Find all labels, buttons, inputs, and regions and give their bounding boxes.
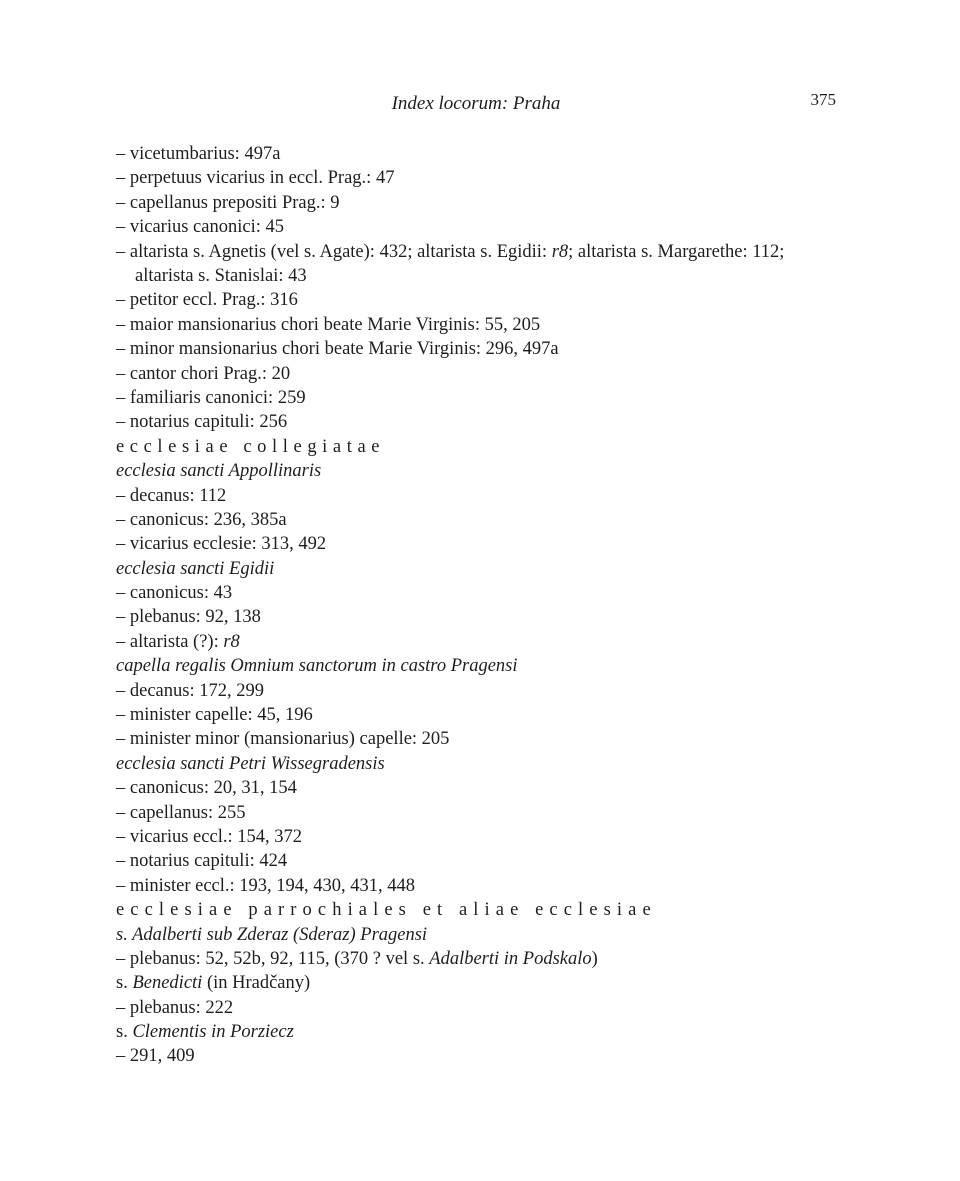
index-entry: – plebanus: 92, 138	[116, 607, 261, 628]
entry-text: s.	[116, 973, 133, 994]
index-entry: – canonicus: 236, 385a	[116, 509, 287, 530]
entry-italic-text: Clementis in Porziecz	[132, 1022, 294, 1043]
index-entry: – cantor chori Prag.: 20	[116, 363, 291, 384]
index-entry: – minor mansionarius chori beate Marie Virginis: 296, 497a	[116, 339, 559, 360]
index-entry	[116, 947, 836, 971]
index-entry: – vicarius eccl.: 154, 372	[116, 826, 302, 847]
entry-italic-text: r8	[223, 631, 240, 652]
church-heading: s. Adalberti sub Zderaz (Sderaz) Pragensi	[116, 924, 428, 945]
entry-text: – altarista (?):	[116, 631, 224, 652]
index-entry: – notarius capituli: 424	[116, 851, 288, 872]
index-entry: – decanus: 172, 299	[116, 680, 264, 701]
index-entry: – vicetumbarius: 497a	[116, 144, 281, 164]
church-heading: ecclesia sancti Petri Wissegradensis	[116, 753, 385, 774]
church-heading: ecclesia sancti Egidii	[116, 558, 275, 579]
entry-text: – altarista s. Agnetis (vel s. Agate): 432; altarista s. Egidii:	[116, 241, 552, 262]
index-entry: – notarius capituli: 256	[116, 412, 288, 433]
index-entry: – capellanus: 255	[116, 802, 246, 823]
index-entry: – vicarius canonici: 45	[116, 217, 284, 238]
running-title: Index locorum: Praha	[391, 93, 561, 114]
index-entries	[116, 142, 836, 1069]
section-heading: ecclesiae parrochiales et aliae ecclesiae	[116, 900, 657, 921]
index-entry	[116, 630, 836, 654]
entry-text: ; altarista s. Margarethe: 112; altarista s. Stanislai: 43	[135, 241, 785, 286]
entry-text: )	[591, 948, 598, 969]
entry-text: s.	[116, 1022, 133, 1043]
index-entry: – perpetuus vicarius in eccl. Prag.: 47	[116, 168, 395, 189]
church-heading	[116, 1020, 836, 1044]
index-entry	[116, 240, 836, 289]
section-heading: ecclesiae collegiatae	[116, 436, 386, 457]
index-entry: – decanus: 112	[116, 485, 227, 506]
entry-italic-text: Benedicti	[132, 973, 203, 994]
index-entry: – petitor eccl. Prag.: 316	[116, 290, 298, 311]
index-entry: – plebanus: 222	[116, 997, 234, 1018]
entry-italic-text: Adalberti in Podskalo	[429, 948, 592, 969]
church-heading: capella regalis Omnium sanctorum in castro Pragensi	[116, 656, 518, 677]
index-entry: – canonicus: 20, 31, 154	[116, 778, 297, 799]
entry-italic-text: r8	[551, 241, 569, 262]
church-heading	[116, 971, 836, 995]
index-entry: – minister eccl.: 193, 194, 430, 431, 448	[116, 875, 416, 896]
index-entry: – familiaris canonici: 259	[116, 387, 306, 408]
index-entry: – 291, 409	[116, 1046, 195, 1067]
page-number: 375	[810, 90, 836, 109]
entry-text: – plebanus: 52, 52b, 92, 115, (370 ? vel s.	[116, 948, 430, 969]
running-head	[0, 90, 960, 120]
index-entry: – canonicus: 43	[116, 583, 233, 604]
entry-text: (in Hradčany)	[202, 973, 311, 994]
index-entry: – minister capelle: 45, 196	[116, 705, 313, 726]
index-entry: – capellanus prepositi Prag.: 9	[116, 192, 340, 213]
church-heading: ecclesia sancti Appollinaris	[116, 461, 322, 482]
index-entry: – minister minor (mansionarius) capelle: 205	[116, 729, 450, 750]
index-entry: – vicarius ecclesie: 313, 492	[116, 534, 327, 555]
index-entry: – maior mansionarius chori beate Marie Virginis: 55, 205	[116, 314, 541, 335]
